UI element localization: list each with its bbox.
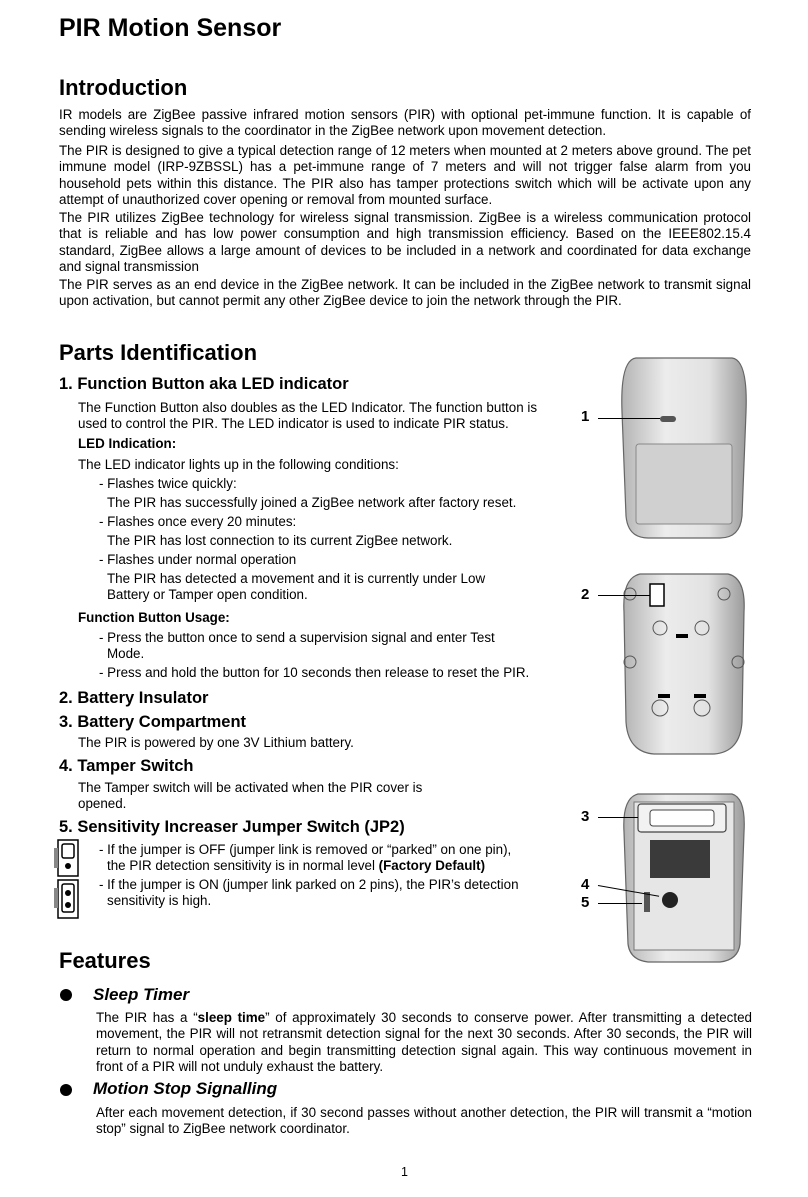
- led-intro: The LED indicator lights up in the following conditions:: [78, 457, 399, 472]
- led-condition-1: - Flashes twice quickly:: [99, 476, 237, 491]
- section-2-heading: 2. Battery Insulator: [59, 689, 209, 707]
- battery-insulator-icon: [650, 584, 664, 606]
- sleep-timer-text: [96, 1010, 752, 1075]
- page-number: 1: [401, 1165, 408, 1179]
- callout-4: 4: [581, 876, 590, 893]
- jumper-on-text-1: - If the jumper is ON (jumper link parked on 2 pins), the PIR’s detection: [99, 877, 519, 892]
- sleep-time-term: sleep time: [197, 1010, 266, 1025]
- sleep-timer-text-pre: The PIR has a “: [96, 1010, 198, 1025]
- callout-2: 2: [581, 586, 590, 603]
- section-3-text: The PIR is powered by one 3V Lithium battery.: [78, 735, 354, 750]
- bullet-icon: [60, 1084, 72, 1096]
- callout-line-3: [598, 817, 638, 818]
- sleep-timer-heading: Sleep Timer: [93, 985, 190, 1004]
- factory-default-label: (Factory Default): [378, 858, 486, 873]
- fb-usage-1b: Mode.: [107, 646, 145, 661]
- tamper-switch-icon: [662, 892, 678, 908]
- intro-heading: Introduction: [59, 75, 188, 100]
- bullet-icon: [60, 989, 72, 1001]
- pir-back-view: [624, 574, 744, 754]
- callout-line-5: [598, 903, 642, 904]
- led-description-2: The PIR has lost connection to its current ZigBee network.: [107, 533, 453, 548]
- section-3-heading: 3. Battery Compartment: [59, 713, 247, 731]
- intro-paragraph-3: The PIR utilizes ZigBee technology for wireless signal transmission. ZigBee is a wireless communication protocol that is reliable and has low power consumption and high transmission efficiency. Based on the IEEE802.15.4 standard, ZigBee allows a large amount of devices to be included in a network and coordinated for data exchange and signal transmission: [59, 210, 751, 274]
- led-condition-2: - Flashes once every 20 minutes:: [99, 514, 297, 529]
- jumper-switch-icons: [52, 838, 84, 920]
- callout-3: 3: [581, 808, 590, 825]
- section-5-heading: 5. Sensitivity Increaser Jumper Switch (JP2): [59, 818, 405, 836]
- jumper-off-icon: [54, 840, 78, 876]
- callout-5: 5: [581, 894, 590, 911]
- pir-device-illustrations: [610, 352, 758, 968]
- features-heading: Features: [59, 948, 151, 973]
- section-4-heading: 4. Tamper Switch: [59, 757, 194, 775]
- page-title: PIR Motion Sensor: [59, 14, 282, 42]
- intro-paragraph-1: IR models are ZigBee passive infrared motion sensors (PIR) with optional pet-immune function. It is capable of sending wireless signals to the coordinator in the ZigBee network upon movement detection.: [59, 107, 751, 139]
- led-indicator-icon: [660, 416, 676, 422]
- intro-paragraph-2: The PIR is designed to give a typical detection range of 12 meters when mounted at 2 meters above ground. The pet immune model (IRP-9ZBSSL) has a pet-immune range of 7 meters and will not trigger false alarm from you household pets within this distance. The PIR also has tamper protections switch which will be activate upon any attempt of unauthorized cover opening or removal from mounted surface.: [59, 143, 751, 207]
- section-1-text: The Function Button also doubles as the LED Indicator. The function button is used to control the PIR. The LED indicator is used to indicate PIR status.: [78, 400, 538, 432]
- motion-stop-heading: Motion Stop Signalling: [93, 1079, 278, 1098]
- led-description-3a: The PIR has detected a movement and it is currently under Low: [107, 571, 486, 586]
- led-condition-3: - Flashes under normal operation: [99, 552, 297, 567]
- motion-stop-text: After each movement detection, if 30 second passes without another detection, the PIR will transmit a “motion stop” signal to ZigBee network coordinator.: [96, 1105, 752, 1137]
- callout-line-2: [598, 595, 650, 596]
- section-1-heading: 1. Function Button aka LED indicator: [59, 375, 349, 393]
- intro-paragraph-4: The PIR serves as an end device in the ZigBee network. It can be included in the ZigBee network to transmit signal upon activation, but cannot permit any other ZigBee device to join the network through the PIR.: [59, 277, 751, 309]
- callout-line-1: [598, 418, 660, 419]
- fb-usage-1a: - Press the button once to send a supervision signal and enter Test: [99, 630, 495, 645]
- jumper-on-text-2: sensitivity is high.: [107, 893, 212, 908]
- parts-heading: Parts Identification: [59, 340, 258, 365]
- function-button-usage-label: Function Button Usage:: [78, 610, 230, 625]
- callout-1: 1: [581, 408, 590, 425]
- jumper-off-text-1: - If the jumper is OFF (jumper link is removed or “parked” on one pin),: [99, 842, 512, 857]
- jumper-on-icon: [54, 880, 78, 918]
- jumper-off-text-2: [107, 858, 485, 874]
- jumper-off-text-2-plain: the PIR detection sensitivity is in normal level: [107, 858, 379, 873]
- section-4-text-1: The Tamper switch will be activated when the PIR cover is: [78, 780, 423, 795]
- pir-front-view: [622, 358, 746, 538]
- pir-interior-view: [624, 794, 744, 962]
- led-description-3b: Battery or Tamper open condition.: [107, 587, 308, 602]
- section-4-text-2: opened.: [78, 796, 127, 811]
- sleep-timer-text-post: ” of approximately 30 seconds to conserve power. After transmitting a detected movement, the PIR will not retransmit detection signal for the next 30 seconds. After 30 seconds, the PIR will return to normal operation and begin transmitting detection signal again. This way continuous movement in front of a PIR will not unduly exhaust the battery.: [96, 1010, 752, 1074]
- fb-usage-2: - Press and hold the button for 10 seconds then release to reset the PIR.: [99, 665, 530, 680]
- led-description-1: The PIR has successfully joined a ZigBee network after factory reset.: [107, 495, 517, 510]
- led-indication-label: LED Indication:: [78, 436, 177, 451]
